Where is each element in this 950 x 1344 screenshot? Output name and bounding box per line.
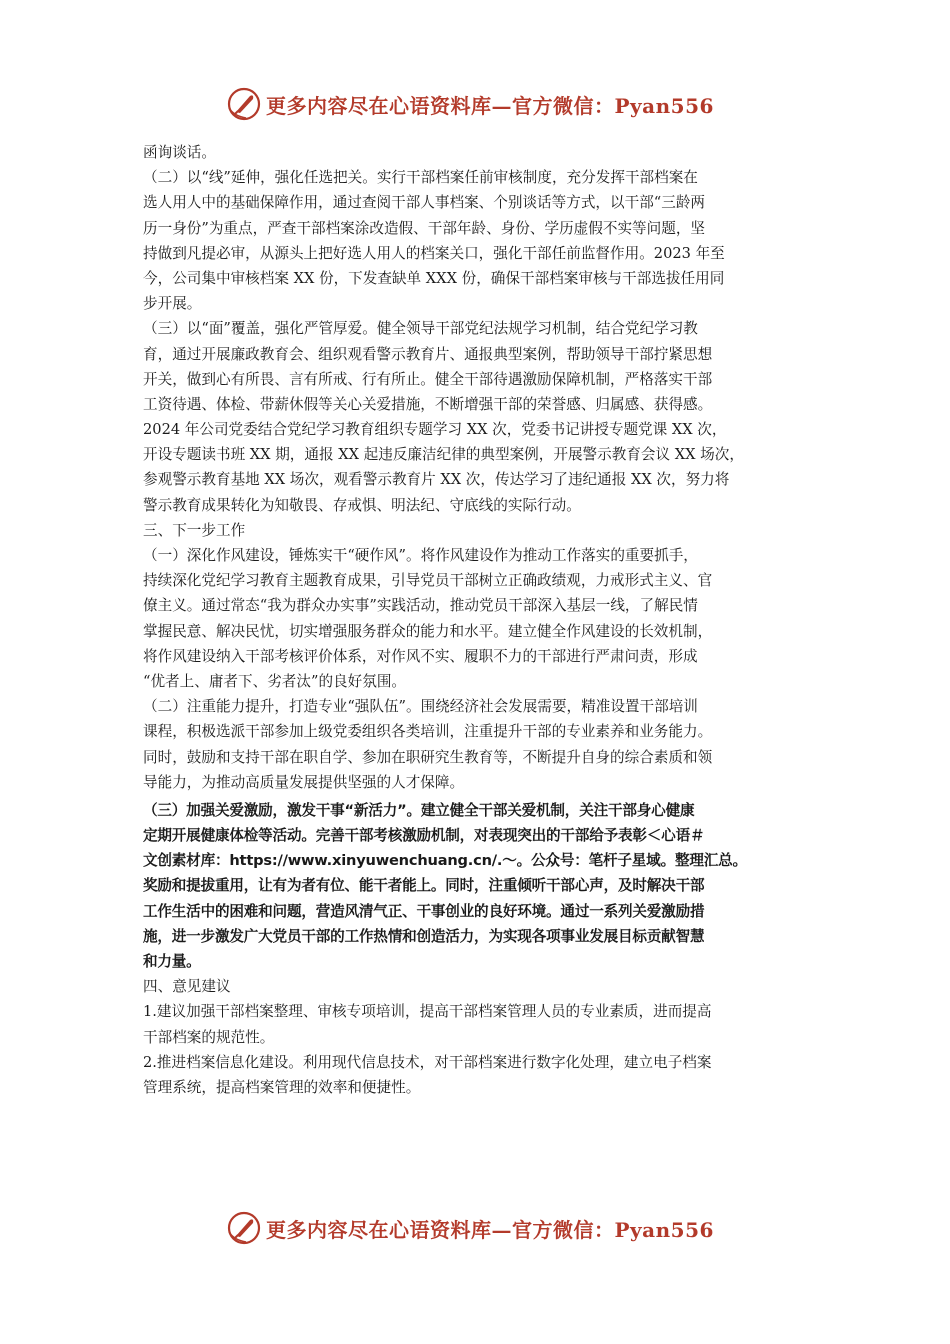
text-line: “优者上、庸者下、劣者汰”的良好氛围。 xyxy=(143,672,407,690)
bold-text-line: 施，进一步激发广大党员干部的工作热情和创造活力，为实现各项事业发展目标贡献智慧 xyxy=(143,927,705,945)
text-line: 管理系统，提高档案管理的效率和便捷性。 xyxy=(143,1078,421,1096)
text-line: 干部档案的规范性。 xyxy=(143,1028,275,1046)
text-line: 僚主义。通过常态“我为群众办实事”实践活动，推动党员干部深入基层一线，了解民情 xyxy=(143,597,698,615)
footer-watermark xyxy=(226,1208,714,1248)
text-line: 开关，做到心有所畏、言有所戒、行有所止。健全干部待遇激励保障机制，严格落实干部 xyxy=(143,370,713,388)
paragraph xyxy=(143,1050,808,1100)
text-line: 参观警示教育基地 XX 场次，观看警示教育片 XX 次，传达学习了违纪通报 XX 次，努力将 xyxy=(143,471,730,489)
text-line: 今，公司集中审核档案 XX 份，下发查缺单 XXX 份，确保干部档案审核与干部选拔任用同 xyxy=(143,269,725,287)
paragraph xyxy=(143,518,808,543)
text-line: 同时，鼓励和支持干部在职自学、参加在职研究生教育等，不断提升自身的综合素质和领 xyxy=(143,748,713,766)
paragraph xyxy=(143,316,808,518)
bold-text-line: （三）加强关爱激励，激发干事“新活力”。建立健全干部关爱机制，关注干部身心健康 xyxy=(143,801,695,819)
bold-text-line: 奖励和提拔重用，让有为者有位、能干者能上。同时，注重倾听干部心声，及时解决干部 xyxy=(143,877,705,895)
text-line: （三）以“面”覆盖，强化严管厚爱。健全领导干部党纪法规学习机制，结合党纪学习教 xyxy=(143,320,698,338)
bold-text-line: 文创素材库：https://www.xinyuwenchuang.cn/.～。公众号：笔杆子星域。整理汇总。 xyxy=(143,852,747,870)
paragraph xyxy=(143,999,808,1049)
text-line: 1.建议加强干部档案整理、审核专项培训，提高干部档案管理人员的专业素质，进而提高 xyxy=(143,1003,712,1021)
text-line: 导能力，为推动高质量发展提供坚强的人才保障。 xyxy=(143,773,465,791)
paragraphs-after xyxy=(143,974,808,1100)
text-line: （二）以“线”延伸，强化任选把关。实行干部档案任前审核制度，充分发挥干部档案在 xyxy=(143,169,698,187)
text-line: 工资待遇、体检、带薪休假等关心关爱措施，不断增强干部的荣誉感、归属感、获得感。 xyxy=(143,395,713,413)
paragraph xyxy=(143,165,808,316)
paragraph xyxy=(143,974,808,999)
text-line: （二）注重能力提升，打造专业“强队伍”。围绕经济社会发展需要，精准设置干部培训 xyxy=(143,698,698,716)
bold-paragraph xyxy=(143,798,808,974)
paragraph xyxy=(143,140,808,165)
text-line: 三、下一步工作 xyxy=(143,521,246,539)
text-line: 2024 年公司党委结合党纪学习教育组织专题学习 XX 次，党委书记讲授专题党课 XX 次， xyxy=(143,421,727,439)
text-line: 持续深化党纪学习教育主题教育成果，引导党员干部树立正确政绩观，力戒形式主义、官 xyxy=(143,572,713,590)
text-line: 将作风建设纳入干部考核评价体系，对作风不实、履职不力的干部进行严肃问责，形成 xyxy=(143,647,698,665)
document-body xyxy=(143,140,808,1100)
quill-logo-icon xyxy=(226,86,262,122)
watermark-text: 更多内容尽在心语资料库—官方微信：Pyan556 xyxy=(266,1217,714,1242)
text-line: 四、意见建议 xyxy=(143,978,231,996)
header-watermark xyxy=(226,84,714,124)
paragraphs-before xyxy=(143,140,808,795)
text-line: 持做到凡提必审，从源头上把好选人用人的档案关口，强化干部任前监督作用。2023 年至 xyxy=(143,244,725,262)
paragraph xyxy=(143,694,808,795)
text-line: 选人用人中的基础保障作用，通过查阅干部人事档案、个别谈话等方式，以干部“三龄两 xyxy=(143,194,706,212)
text-line: 开设专题读书班 XX 期，通报 XX 起违反廉洁纪律的典型案例，开展警示教育会议 XX 场次， xyxy=(143,446,744,464)
bold-text-line: 和力量。 xyxy=(143,953,201,970)
paragraph xyxy=(143,543,808,694)
bold-text-line: 定期开展健康体检等活动。完善干部考核激励机制，对表现突出的干部给予表彰＜心语＃ xyxy=(143,827,705,845)
quill-logo-icon xyxy=(226,1210,262,1246)
text-line: 掌握民意、解决民忧，切实增强服务群众的能力和水平。建立健全作风建设的长效机制， xyxy=(143,622,713,640)
text-line: 历一身份”为重点，严查干部档案涂改造假、干部年龄、身份、学历虚假不实等问题，坚 xyxy=(143,219,706,237)
text-line: 函询谈话。 xyxy=(143,144,216,161)
text-line: 步开展。 xyxy=(143,295,202,313)
text-line: 2.推进档案信息化建设。利用现代信息技术，对干部档案进行数字化处理，建立电子档案 xyxy=(143,1053,712,1071)
bold-text-line: 工作生活中的困难和问题，营造风清气正、干事创业的良好环境。通过一系列关爱激励措 xyxy=(143,902,705,920)
text-line: 警示教育成果转化为知敬畏、存戒惧、明法纪、守底线的实际行动。 xyxy=(143,496,581,514)
watermark-text: 更多内容尽在心语资料库—官方微信：Pyan556 xyxy=(266,93,714,118)
text-line: 课程，积极选派干部参加上级党委组织各类培训，注重提升干部的专业素养和业务能力。 xyxy=(143,723,713,741)
text-line: （一）深化作风建设，锤炼实干“硬作风”。将作风建设作为推动工作落实的重要抓手， xyxy=(143,547,698,564)
text-line: 育，通过开展廉政教育会、组织观看警示教育片、通报典型案例，帮助领导干部拧紧思想 xyxy=(143,345,713,363)
